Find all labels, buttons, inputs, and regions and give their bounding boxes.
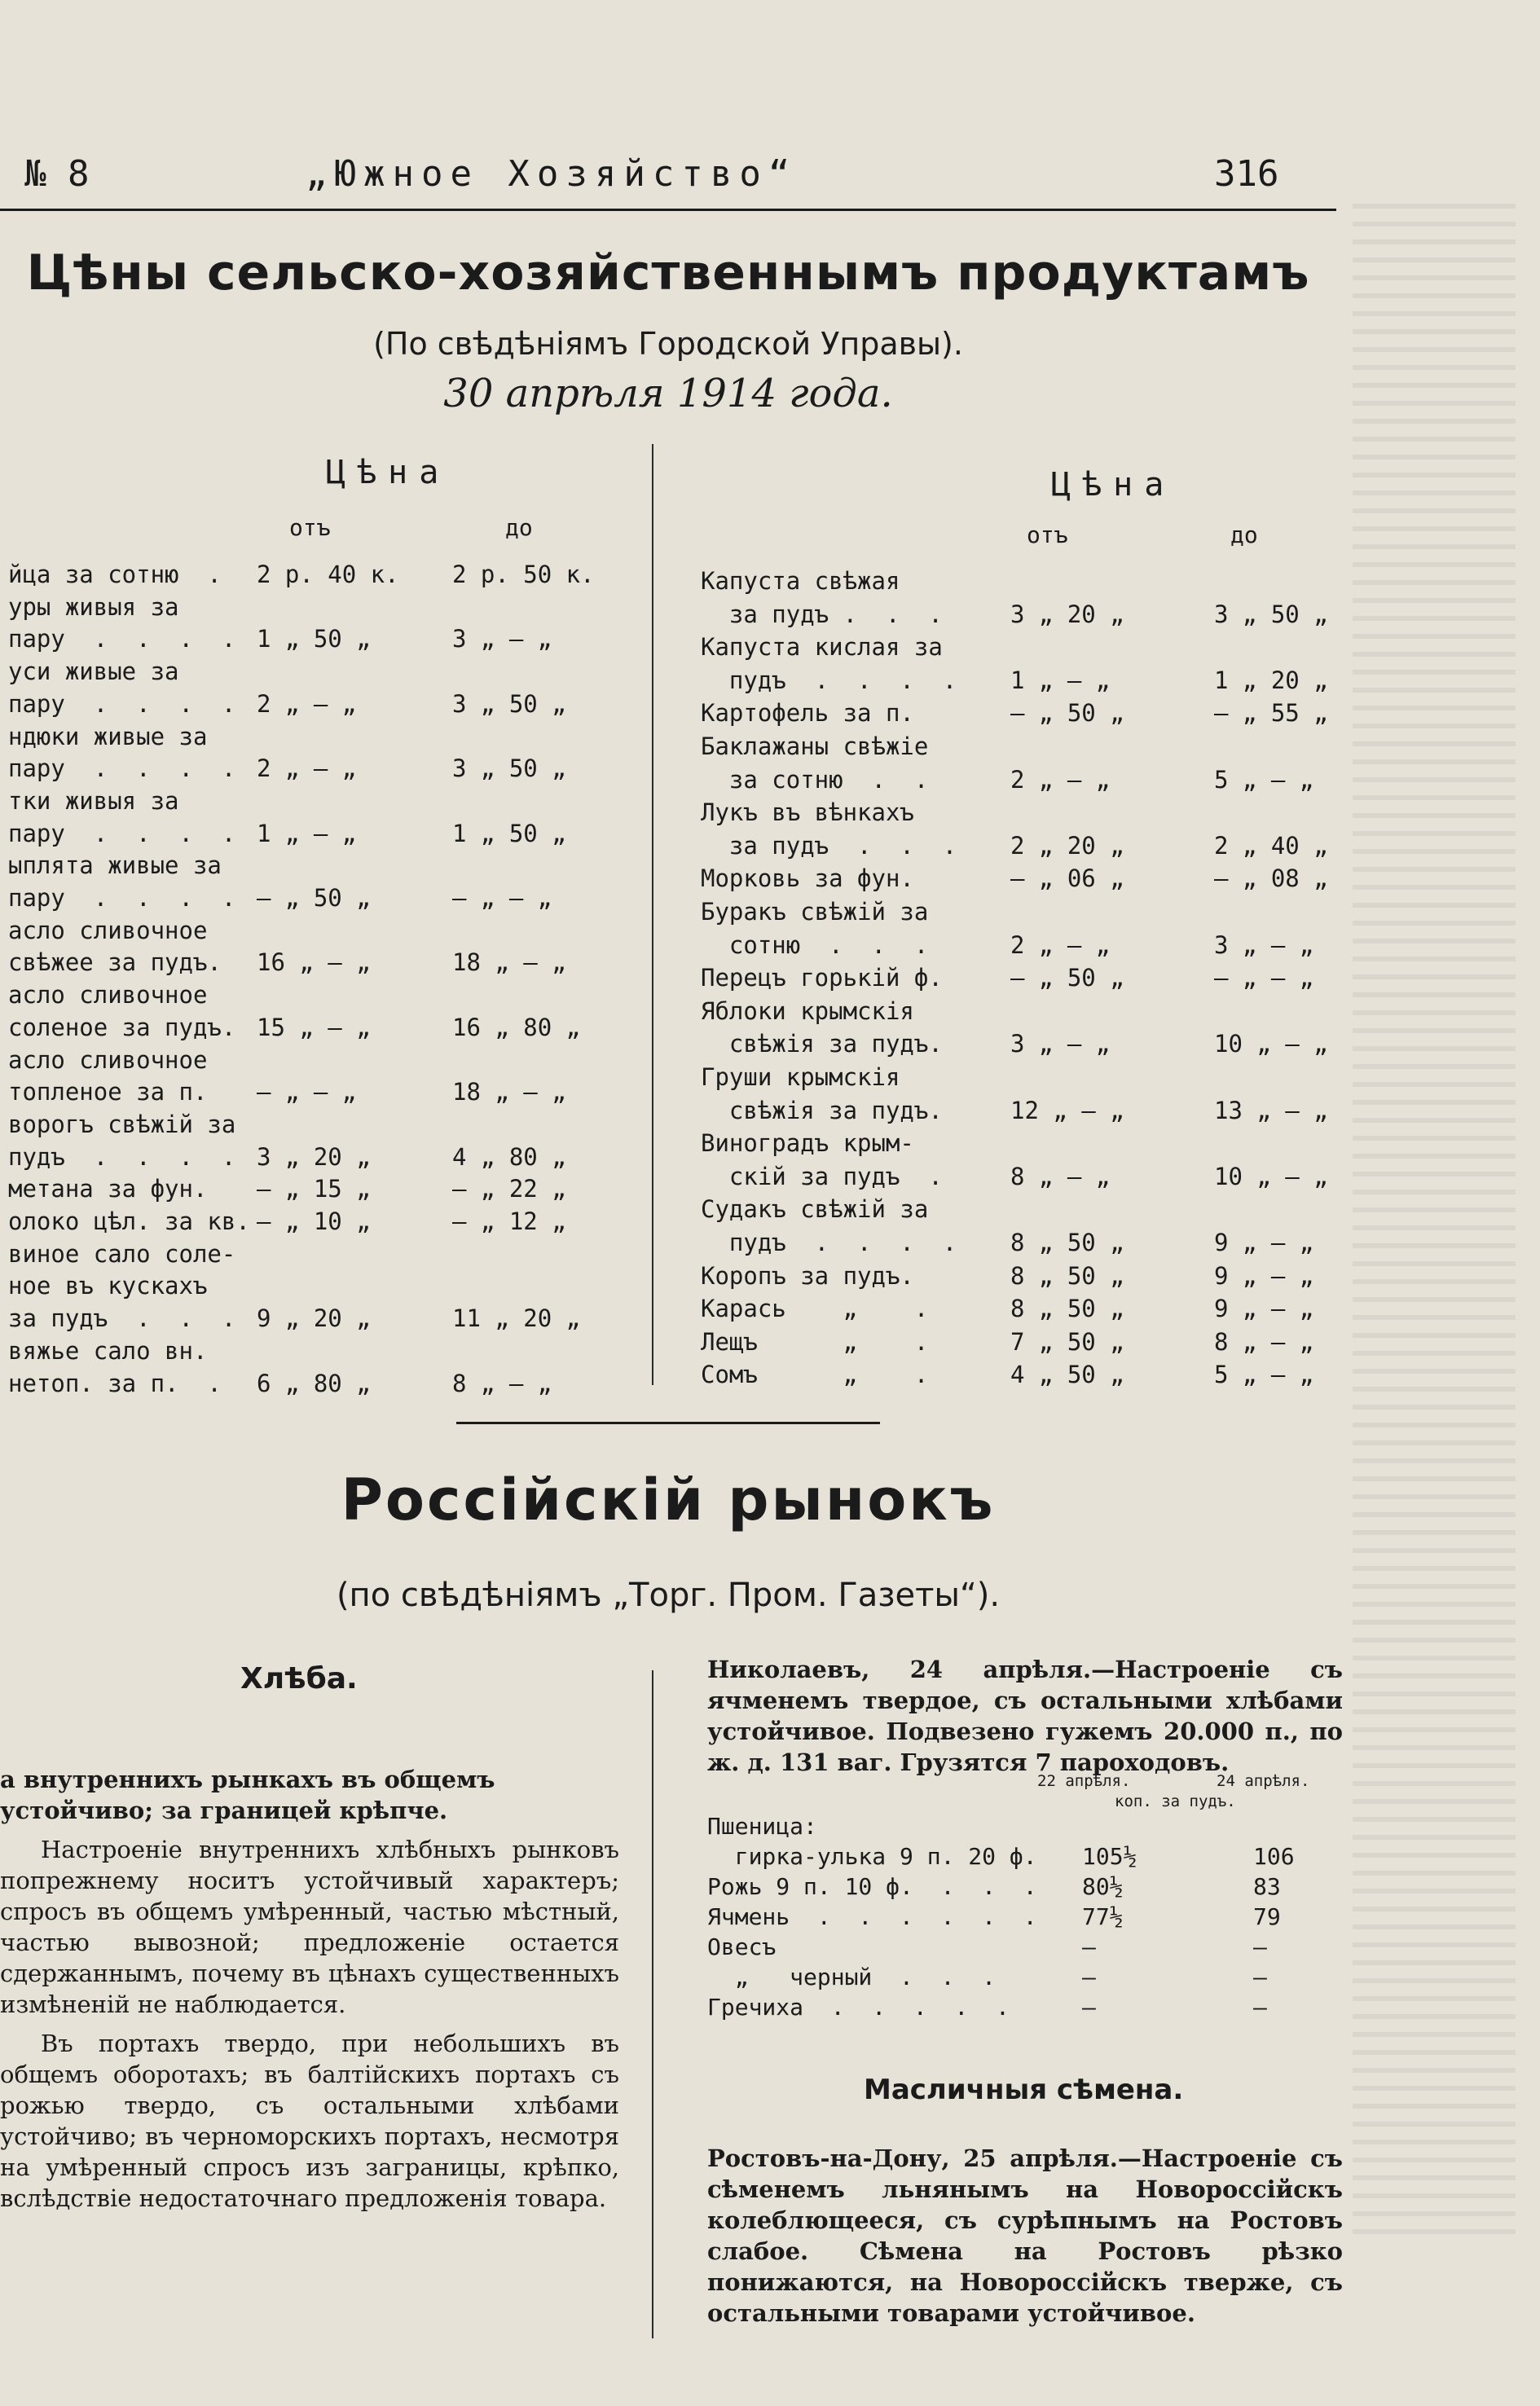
from-label: отъ (289, 514, 331, 541)
price-row (701, 1193, 1344, 1225)
price-24-april: 106 (1253, 1843, 1295, 1870)
price-to: 2 „ 40 „ (1214, 831, 1328, 860)
price-row (0, 752, 644, 785)
from-label: отъ (1027, 521, 1068, 548)
price-row (0, 979, 644, 1011)
price-to: 8 „ — „ (1214, 1327, 1314, 1356)
grain-row (707, 1873, 1343, 1904)
product-name: виное сало соле- (8, 1239, 236, 1268)
price-22-april: — (1082, 1994, 1096, 2021)
price-from: 12 „ — „ (1010, 1096, 1124, 1124)
product-name: соленое за пудъ. (8, 1013, 236, 1041)
price-row (701, 995, 1344, 1027)
price-row (701, 929, 1344, 961)
price-to: 9 „ — „ (1214, 1261, 1314, 1290)
grain-name: гирка-улька 9 п. 20 ф. (707, 1843, 1037, 1870)
product-name: асло сливочное (8, 1045, 208, 1074)
price-to: 1 „ 20 „ (1214, 666, 1328, 694)
to-label: до (1230, 521, 1258, 548)
price-from: 4 „ 50 „ (1010, 1361, 1124, 1389)
price-to: 16 „ 80 „ (452, 1013, 581, 1041)
product-name: вяжье сало вн. (8, 1336, 208, 1365)
price-row (0, 785, 644, 817)
price-from: 8 „ 50 „ (1010, 1229, 1124, 1256)
journal-title: „Южное Хозяйство“ (306, 153, 798, 195)
price-from: 3 „ — „ (1010, 1030, 1111, 1058)
price-row (701, 631, 1344, 663)
product-name: Яблоки крымскія (701, 996, 914, 1025)
product-name: Перецъ горькій ф. (701, 964, 943, 992)
price-row (701, 1027, 1344, 1060)
price-to: 9 „ — „ (1214, 1229, 1314, 1256)
price-row (0, 655, 644, 688)
product-name: нетоп. за п. . (8, 1369, 222, 1397)
show-through-text (1353, 204, 1516, 2241)
prices-title: Цѣны сельско-хозяйственнымъ продуктамъ (26, 244, 1310, 301)
price-from: — „ 06 „ (1010, 864, 1124, 893)
product-name: свѣжее за пудъ. (8, 948, 222, 977)
grain-name: Рожь 9 п. 10 ф. . . . (707, 1873, 1037, 1900)
product-name: Груши крымскія (701, 1063, 900, 1091)
price-to: — „ 12 „ (452, 1207, 566, 1235)
price-from: — „ 50 „ (257, 884, 371, 912)
grain-row (707, 1964, 1343, 1995)
price-to: — „ — „ (1214, 964, 1314, 992)
oilseeds-report: Ростовъ-на-Дону, 25 апрѣля.—Настроеніе съ сѣменемъ льнянымъ на Новороссійскъ колеблющееся, съ сурѣпнымъ на Ростовъ слабое. Сѣмена на Ростовъ рѣзко понижаются, на Новороссійскъ тверже, съ остальными товарами устойчивое. (707, 2144, 1343, 2327)
product-name: ное въ кускахъ (8, 1272, 208, 1300)
product-name: ндюки живые за (8, 722, 208, 750)
price-from: 9 „ 20 „ (257, 1304, 371, 1333)
product-name: Лукъ въ вѣнкахъ (701, 798, 914, 827)
price-row (701, 1160, 1344, 1193)
product-name: уры живыя за (8, 592, 179, 621)
price-22-april: 77½ (1082, 1903, 1124, 1930)
price-row (0, 817, 644, 850)
price-from: 1 „ — „ (1010, 666, 1111, 694)
product-name: сотню . . . (701, 930, 929, 959)
price-row (0, 1011, 644, 1044)
price-row (0, 1302, 644, 1335)
header-rule (0, 209, 1336, 211)
price-to: 3 „ 50 „ (1214, 600, 1328, 628)
page-number: 316 (1214, 153, 1279, 195)
price-to: 10 „ — „ (1214, 1162, 1328, 1190)
product-name: Сомъ „ . (701, 1361, 929, 1389)
price-from: 16 „ — „ (257, 948, 371, 977)
price-from: 8 „ 50 „ (1010, 1261, 1124, 1290)
left-price-table (0, 454, 644, 1397)
price-to: 5 „ — „ (1214, 1361, 1314, 1389)
product-name: свѣжія за пудъ. (701, 1096, 943, 1124)
price-row (0, 914, 644, 947)
product-name: ыплята живые за (8, 851, 222, 880)
product-name: за пудъ . . . (701, 600, 943, 628)
grain-name: Ячмень . . . . . . (707, 1903, 1037, 1930)
product-name: Капуста кислая за (701, 633, 943, 662)
to-label: до (505, 514, 533, 541)
price-to: 18 „ — „ (452, 948, 566, 977)
grain-name: Гречиха . . . . . (707, 1994, 1010, 2021)
price-row (701, 829, 1344, 862)
page-header (16, 153, 1336, 210)
market-title: Россійскій рынокъ (341, 1467, 996, 1533)
product-name: Коропъ за пудъ. (701, 1261, 914, 1290)
product-name: Баклажаны свѣжіе (701, 732, 929, 760)
price-row (0, 688, 644, 720)
price-to: 9 „ — „ (1214, 1295, 1314, 1323)
grain-lead: а внутреннихъ рынкахъ въ общемъ устойчиво; за границей крѣпче. (0, 1766, 495, 1824)
price-from: — „ 50 „ (1010, 964, 1124, 992)
price-row (0, 946, 644, 979)
product-name: уси живые за (8, 658, 179, 686)
price-from: 8 „ 50 „ (1010, 1295, 1124, 1323)
product-name: Капуста свѣжая (701, 567, 900, 595)
grain-paragraph-1: Настроеніе внутреннихъ хлѣбныхъ рынковъ попрежнему носитъ устойчивый характеръ; спросъ въ общемъ умѣренный, частью мѣстный, частью вывозной; предложеніе остается сдержаннымъ, почему въ цѣнахъ существенныхъ измѣненій не наблюдается. (0, 1836, 619, 2018)
price-row (701, 1358, 1344, 1391)
price-to: 3 „ — „ (452, 625, 552, 653)
price-row (701, 862, 1344, 895)
section-rule (456, 1422, 880, 1424)
price-from: — „ 10 „ (257, 1207, 371, 1235)
price-to: 3 „ 50 „ (452, 689, 566, 718)
price-row (0, 1335, 644, 1367)
product-name: Карась „ . (701, 1295, 929, 1323)
price-from: 2 „ 20 „ (1010, 831, 1124, 860)
product-name: Буракъ свѣжій за (701, 898, 929, 926)
product-name: метана за фун. (8, 1175, 208, 1203)
price-to: — „ 22 „ (452, 1175, 566, 1203)
price-row (0, 1238, 644, 1270)
price-24-april: — (1253, 1964, 1267, 1990)
price-from: 15 „ — „ (257, 1013, 371, 1041)
price-from: 1 „ 50 „ (257, 625, 371, 653)
product-name: Лещъ „ . (701, 1327, 929, 1356)
grain-name: Пшеница: (707, 1813, 817, 1840)
grain-row (707, 1813, 1343, 1844)
product-name: олоко цѣл. за кв. (8, 1207, 250, 1235)
price-from: 2 „ — „ (257, 754, 357, 783)
price-from: 2 „ — „ (1010, 930, 1111, 959)
price-row (701, 1061, 1344, 1093)
price-row (701, 1326, 1344, 1358)
price-to: — „ 55 „ (1214, 699, 1328, 728)
product-name: свѣжія за пудъ. (701, 1030, 943, 1058)
price-to: 13 „ — „ (1214, 1096, 1328, 1124)
price-24-april: — (1253, 1933, 1267, 1960)
right-price-table (701, 468, 1344, 1389)
column-divider (652, 444, 653, 1385)
price-row (0, 591, 644, 623)
price-row (701, 1292, 1344, 1325)
product-name: пудъ . . . . (8, 1142, 236, 1171)
price-to: 3 „ — „ (1214, 930, 1314, 959)
col-22-april: 22 апрѣля. (1037, 1772, 1131, 1790)
nikolaev-report: Николаевъ, 24 апрѣля.—Настроеніе съ ячменемъ твердое, съ остальными хлѣбами устойчивое. Подвезено гужемъ 20.000 п., по ж. д. 131 ваг. Грузятся 7 пароходовъ. (707, 1656, 1343, 1776)
product-name: пару . . . . (8, 754, 236, 783)
market-source: (по свѣдѣніямъ „Торг. Пром. Газеты“). (336, 1577, 1001, 1614)
product-name: пудъ . . . . (701, 666, 957, 694)
price-to: 4 „ 80 „ (452, 1142, 566, 1171)
grain-heading: Хлѣба. (240, 1662, 358, 1696)
price-row (701, 1260, 1344, 1292)
oilseeds-heading: Масличныя сѣмена. (864, 2074, 1184, 2106)
prices-source: (По свѣдѣніямъ Городской Управы). (373, 326, 963, 362)
grain-row (707, 1994, 1343, 2025)
price-from: — „ — „ (257, 1078, 357, 1106)
price-24-april: 83 (1253, 1873, 1281, 1900)
price-row (0, 1108, 644, 1141)
product-name: пару . . . . (8, 625, 236, 653)
price-row (0, 622, 644, 655)
product-name: йца за сотню . (8, 561, 222, 588)
price-to: — „ — „ (452, 884, 552, 912)
price-row (701, 961, 1344, 994)
price-22-april: — (1082, 1964, 1096, 1990)
price-22-april: 80½ (1082, 1873, 1124, 1900)
price-from: 2 „ — „ (257, 689, 357, 718)
price-from: 2 р. 40 к. (257, 561, 399, 588)
price-row (701, 598, 1344, 631)
price-header: Цѣна (326, 454, 451, 491)
product-name: топленое за п. (8, 1078, 208, 1106)
product-name: пару . . . . (8, 819, 236, 847)
price-to: 1 „ 50 „ (452, 819, 566, 847)
price-from: 2 „ — „ (1010, 765, 1111, 794)
price-header: Цѣна (1051, 466, 1176, 504)
price-row (0, 1141, 644, 1173)
price-22-april: — (1082, 1933, 1096, 1960)
price-22-april: 105½ (1082, 1843, 1137, 1870)
grain-paragraph-2: Въ портахъ твердо, при небольшихъ въ общемъ оборотахъ; въ балтійскихъ портахъ съ рожью твердо, съ остальными хлѣбами устойчиво; въ черноморскихъ портахъ, несмотря на умѣренный спросъ изъ заграницы, крѣпко, вслѣдствіе недостаточнаго предложенія товара. (0, 2030, 619, 2212)
price-to: 11 „ 20 „ (452, 1304, 581, 1333)
product-name: ворогъ свѣжій за (8, 1110, 236, 1138)
product-name: Судакъ свѣжій за (701, 1195, 929, 1224)
price-row (701, 1127, 1344, 1159)
price-24-april: — (1253, 1994, 1267, 2021)
price-row (701, 763, 1344, 796)
price-row (701, 1226, 1344, 1259)
price-row (701, 730, 1344, 763)
grain-row (707, 1843, 1343, 1874)
price-row (701, 1094, 1344, 1127)
price-24-april: 79 (1253, 1903, 1281, 1930)
grain-row (707, 1903, 1343, 1934)
price-to: 3 „ 50 „ (452, 754, 566, 783)
price-from: — „ 15 „ (257, 1175, 371, 1203)
product-name: пару . . . . (8, 884, 236, 912)
product-name: скій за пудъ . (701, 1162, 943, 1190)
price-row (701, 664, 1344, 697)
price-row (0, 1172, 644, 1205)
product-name: Картофель за п. (701, 699, 914, 728)
grain-name: „ черный . . . (707, 1964, 997, 1990)
price-from: 1 „ — „ (257, 819, 357, 847)
product-name: тки живыя за (8, 786, 179, 815)
price-row (701, 697, 1344, 729)
product-name: Морковь за фун. (701, 864, 914, 893)
column-divider-2 (652, 1670, 653, 2338)
price-row (0, 720, 644, 753)
grain-article (0, 1764, 619, 2222)
price-to: — „ 08 „ (1214, 864, 1328, 893)
product-name: асло сливочное (8, 981, 208, 1009)
prices-date: 30 апрѣля 1914 года. (443, 371, 893, 416)
product-name: за сотню . . (701, 765, 929, 794)
price-from: 6 „ 80 „ (257, 1369, 371, 1397)
price-from: — „ 50 „ (1010, 699, 1124, 728)
price-row (0, 882, 644, 914)
product-name: пару . . . . (8, 689, 236, 718)
price-row (0, 1205, 644, 1238)
price-to: 10 „ — „ (1214, 1030, 1328, 1058)
price-row (0, 1075, 644, 1108)
grain-row (707, 1933, 1343, 1964)
price-unit: коп. за пудъ. (1115, 1792, 1236, 1810)
price-row (0, 1044, 644, 1076)
product-name: Виноградъ крым- (701, 1129, 914, 1158)
price-row (0, 849, 644, 882)
price-from: 3 „ 20 „ (1010, 600, 1124, 628)
price-row (0, 1367, 644, 1400)
product-name: пудъ . . . . (701, 1229, 957, 1256)
product-name: асло сливочное (8, 916, 208, 944)
price-from: 7 „ 50 „ (1010, 1327, 1124, 1356)
grain-name: Овесъ (707, 1933, 777, 1960)
price-from: 8 „ — „ (1010, 1162, 1111, 1190)
price-row (0, 558, 644, 591)
price-row (701, 565, 1344, 597)
price-from: 3 „ 20 „ (257, 1142, 371, 1171)
price-row (701, 796, 1344, 829)
price-to: 18 „ — „ (452, 1078, 566, 1106)
price-row (0, 1269, 644, 1302)
price-to: 8 „ — „ (452, 1369, 552, 1397)
product-name: за пудъ . . . (8, 1304, 236, 1333)
product-name: за пудъ . . . (701, 831, 957, 860)
price-to: 2 р. 50 к. (452, 561, 595, 588)
price-to: 5 „ — „ (1214, 765, 1314, 794)
issue-number: № 8 (24, 153, 90, 195)
price-row (701, 895, 1344, 928)
col-24-april: 24 апрѣля. (1217, 1772, 1310, 1790)
